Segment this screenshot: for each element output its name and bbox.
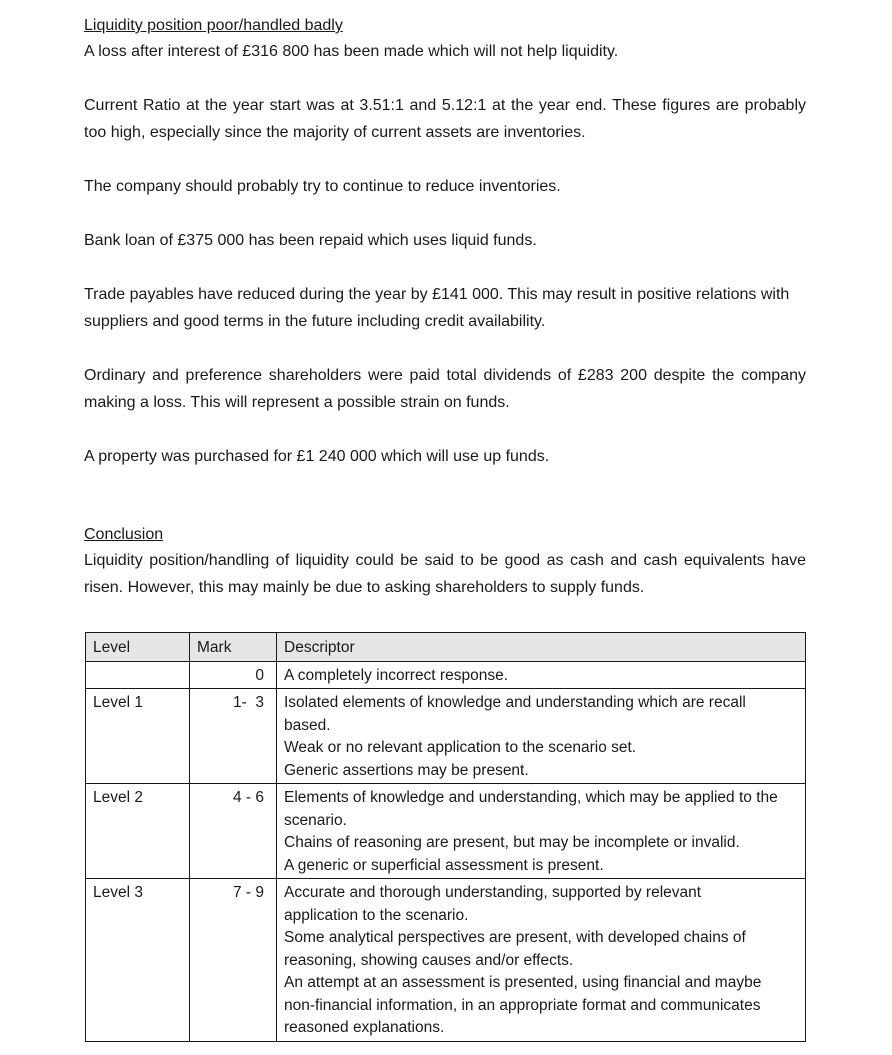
paragraph-loss: A loss after interest of £316 800 has been made which will not help liquidity. (84, 43, 619, 60)
table-row (86, 879, 806, 1042)
column-header-mark: Mark (190, 633, 277, 662)
table-row (86, 661, 806, 689)
descriptor-line: Generic assertions may be present. (284, 761, 529, 779)
descriptor-line: Chains of reasoning are present, but may be incomplete or invalid. (284, 834, 740, 851)
level-cell: Level 1 (86, 689, 190, 784)
paragraph-current-ratio: Current Ratio at the year start was at 3.51:1 and 5.12:1 at the year end. These figures are probably too high, especially since the majority of current assets are inventories. (84, 97, 806, 141)
descriptor-line: Elements of knowledge and understanding, which may be applied to the scenario. (284, 789, 778, 829)
document-page (84, 14, 806, 601)
descriptor-line: Weak or no relevant application to the scenario set. (284, 739, 637, 756)
paragraph-bank-loan: Bank loan of £375 000 has been repaid which uses liquid funds. (84, 232, 537, 249)
table-row (86, 689, 806, 784)
descriptor-cell (277, 879, 806, 1042)
table-row (86, 784, 806, 879)
column-header-descriptor: Descriptor (277, 633, 806, 662)
paragraph-property: A property was purchased for £1 240 000 which will use up funds. (84, 448, 550, 465)
descriptor-line: Accurate and thorough understanding, supported by relevant application to the scenario. (284, 884, 702, 924)
mark-cell: 4 - 6 (190, 784, 277, 879)
paragraph-trade-payables: Trade payables have reduced during the year by £141 000. This may result in positive relations with suppliers and good terms in the future including credit availability. (84, 286, 790, 330)
mark-cell: 0 (190, 661, 277, 689)
descriptor-cell (277, 784, 806, 879)
mark-cell: 1- 3 (190, 689, 277, 784)
descriptor-cell (277, 689, 806, 784)
mark-scheme-table (85, 632, 806, 1042)
section-heading-conclusion: Conclusion (84, 526, 164, 543)
descriptor-line: An attempt at an assessment is presented, using financial and maybe non-financial information, in an appropriate format and communicates reasoned explanations. (284, 974, 762, 1036)
level-cell: Level 2 (86, 784, 190, 879)
descriptor-line: A completely incorrect response. (284, 666, 508, 684)
column-header-level: Level (86, 633, 190, 662)
mark-cell: 7 - 9 (190, 879, 277, 1042)
paragraph-conclusion: Liquidity position/handling of liquidity could be said to be good as cash and cash equivalents have risen. However, this may mainly be due to asking shareholders to supply funds. (84, 552, 806, 596)
paragraph-dividends: Ordinary and preference shareholders were paid total dividends of £283 200 despite the company making a loss. This will represent a possible strain on funds. (84, 367, 806, 411)
level-cell: Level 3 (86, 879, 190, 1042)
section-heading-liquidity: Liquidity position poor/handled badly (84, 17, 343, 34)
table-header-row (86, 633, 806, 662)
descriptor-line: Some analytical perspectives are present, with developed chains of reasoning, showing causes and/or effects. (284, 929, 746, 969)
descriptor-line: A generic or superficial assessment is present. (284, 856, 604, 874)
paragraph-inventories: The company should probably try to continue to reduce inventories. (84, 178, 561, 195)
level-cell (86, 661, 190, 689)
descriptor-line: Isolated elements of knowledge and understanding which are recall based. (284, 694, 746, 734)
descriptor-cell (277, 661, 806, 689)
